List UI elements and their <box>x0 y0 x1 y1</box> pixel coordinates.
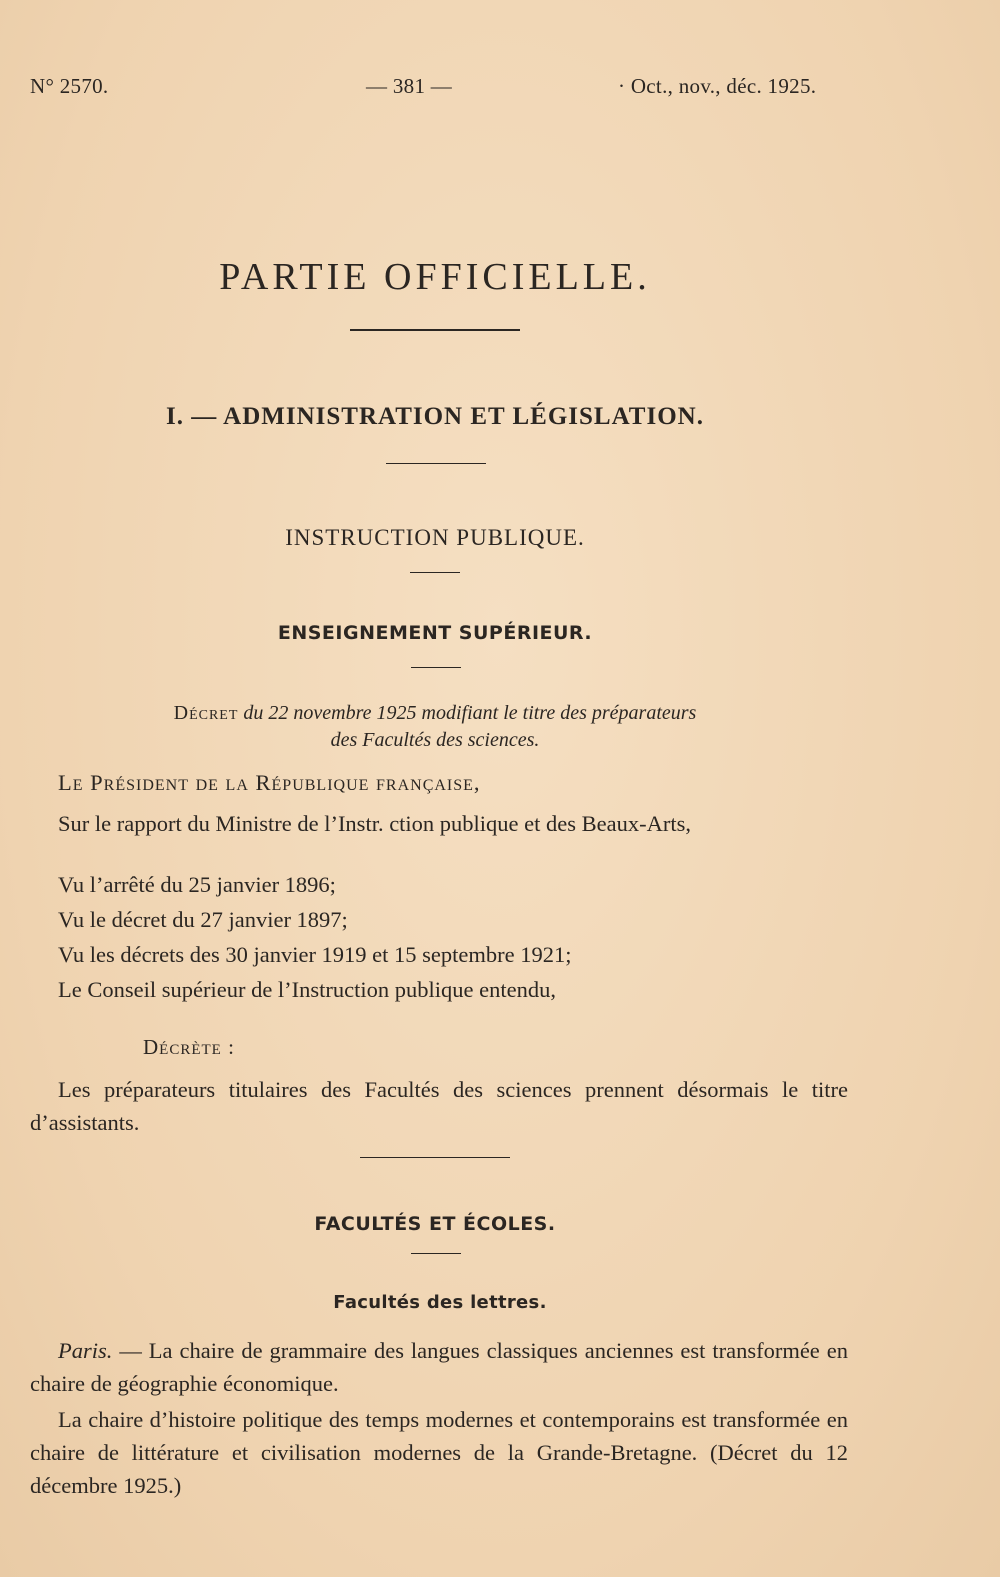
decret-title-line2: des Facultés des sciences. <box>330 729 540 751</box>
lettres-heading: Facultés des lettres. <box>333 1292 547 1313</box>
subsection-rule <box>410 572 460 573</box>
facultes-rule <box>411 1253 461 1254</box>
enseignement-heading: ENSEIGNEMENT SUPÉRIEUR. <box>277 622 593 644</box>
decret-title-line1: du 22 novembre 1925 modifiant le titre des préparateurs <box>243 702 697 724</box>
visa-conseil: Le Conseil supérieur de l’Instruction publique entendu, <box>58 977 556 1002</box>
decret-title <box>60 700 810 754</box>
section-rule <box>386 463 486 464</box>
page-title: PARTIE OFFICIELLE. <box>219 256 651 298</box>
visa-arrete: Vu l’arrêté du 25 janvier 1896; <box>58 872 336 897</box>
enseignement-rule <box>411 667 461 668</box>
paris-place: Paris. <box>58 1338 113 1363</box>
paris-text: — La chaire de grammaire des langues classiques anciennes est transformée en chaire de géographie économique. <box>30 1338 848 1396</box>
issue-date: · Oct., nov., déc. 1925. <box>618 74 817 98</box>
visa-rapport: Sur le rapport du Ministre de l’Instr. ction publique et des Beaux-Arts, <box>58 811 691 836</box>
article-rule <box>360 1157 510 1158</box>
visa-decret-1897: Vu le décret du 27 janvier 1897; <box>58 907 348 932</box>
article-text: Les préparateurs titulaires des Facultés des sciences prennent désormais le titre d’assistants. <box>30 1077 848 1135</box>
paris-paragraph <box>30 1334 848 1400</box>
visa-decrets: Vu les décrets des 30 janvier 1919 et 15 septembre 1921; <box>58 942 572 967</box>
decrete-label: Décrète : <box>143 1035 235 1059</box>
president-line: Le Président de la République française, <box>58 770 481 795</box>
decret-lead: Décret <box>173 702 239 724</box>
histoire-paragraph: La chaire d’histoire politique des temps modernes et contemporains est transformée en chaire de littérature et civilisation modernes de la Grande-Bretagne. (Décret du 12 décembre 1925.) <box>30 1407 848 1498</box>
section-heading: I. — ADMINISTRATION ET LÉGISLATION. <box>166 403 704 430</box>
facultes-heading: FACULTÉS ET ÉCOLES. <box>314 1213 556 1235</box>
issue-number: N° 2570. <box>30 74 109 98</box>
page-number: — 381 — <box>366 74 453 98</box>
subsection-heading: INSTRUCTION PUBLIQUE. <box>285 525 585 550</box>
title-rule <box>350 329 520 331</box>
